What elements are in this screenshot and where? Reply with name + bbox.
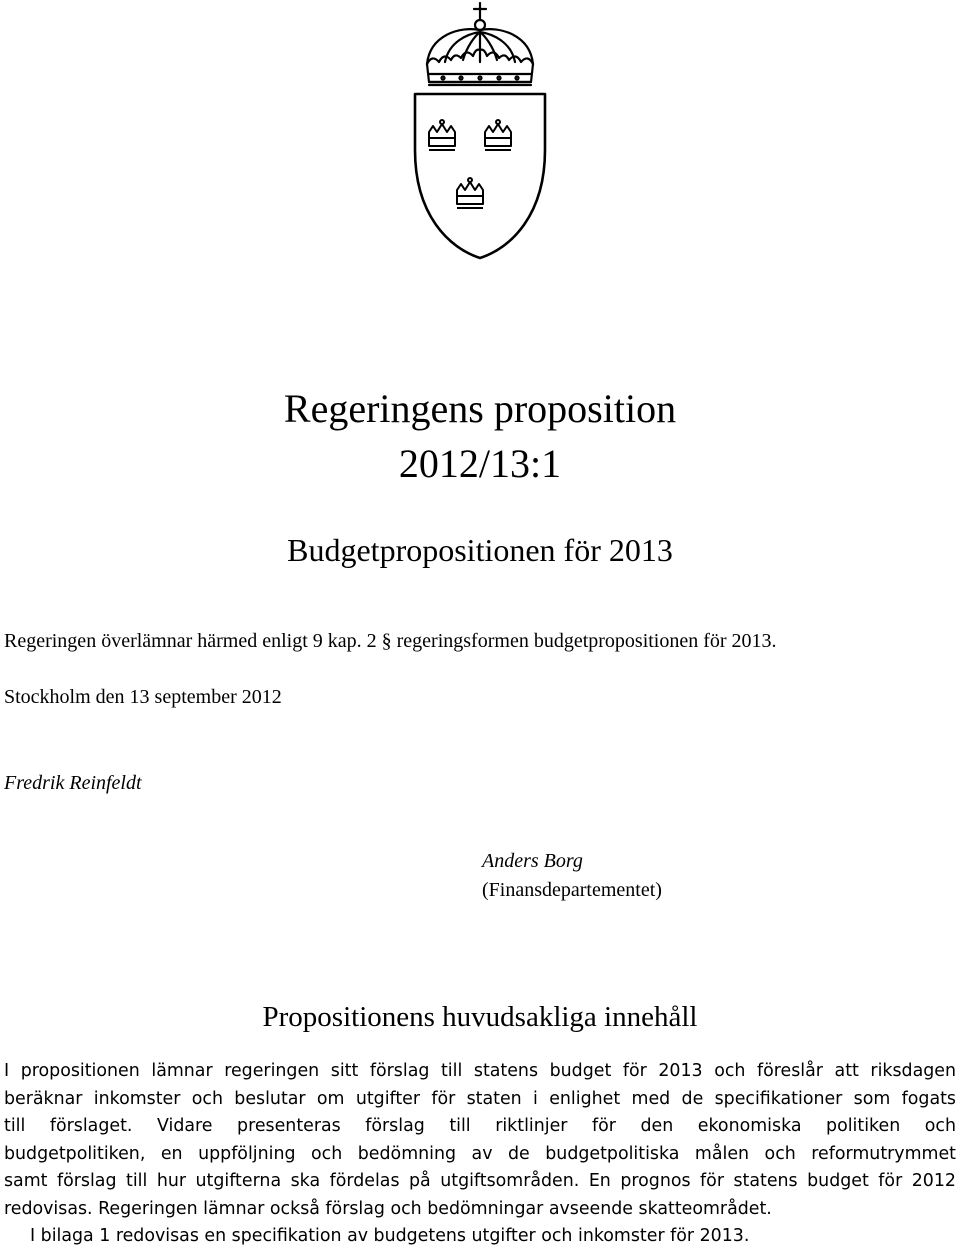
summary-line: I propositionen lämnar regeringen sitt förslag till statens budget för 2013 och föreslår att riksdagen [4,1061,956,1081]
summary-line: I bilaga 1 redovisas en specifikation av budgetens utgifter och inkomster för 2013. [30,1226,750,1246]
summary-line: beräknar inkomster och beslutar om utgifter för staten i enlighet med de specifikationer som fogats [4,1088,956,1109]
coat-of-arms-icon [405,0,555,262]
summary-line: redovisas. Regeringen lämnar också förslag och bedömningar avseende skatteområdet. [4,1198,772,1219]
summary-line: till förslaget. Vidare presenteras förslag till riktlinjer för den ekonomiska politiken och [4,1116,956,1136]
prime-minister-signature: Fredrik Reinfeldt [4,772,142,794]
proposition-number: 2012/13:1 [398,441,562,486]
summary-line: samt förslag till hur utgifterna ska fördelas på utgiftsområden. En prognos för statens budget för 2012 [4,1171,956,1191]
transmittal-statement: Regeringen överlämnar härmed enligt 9 kap. 2 § regeringsformen budgetpropositionen för 2013. [4,630,777,652]
summary-paragraph [4,1058,956,1251]
document-subtitle: Budgetpropositionen för 2013 [287,532,673,568]
summary-heading: Propositionens huvudsakliga innehåll [262,1001,698,1033]
place-and-date: Stockholm den 13 september 2012 [4,686,282,708]
minister-signature: Anders Borg [482,850,583,872]
document-title: Regeringens proposition [283,386,677,431]
ministry-name: (Finansdepartementet) [482,879,662,901]
summary-line: budgetpolitiken, en uppföljning och bedömning av de budgetpolitiska målen och reformutrymmet [4,1143,956,1164]
